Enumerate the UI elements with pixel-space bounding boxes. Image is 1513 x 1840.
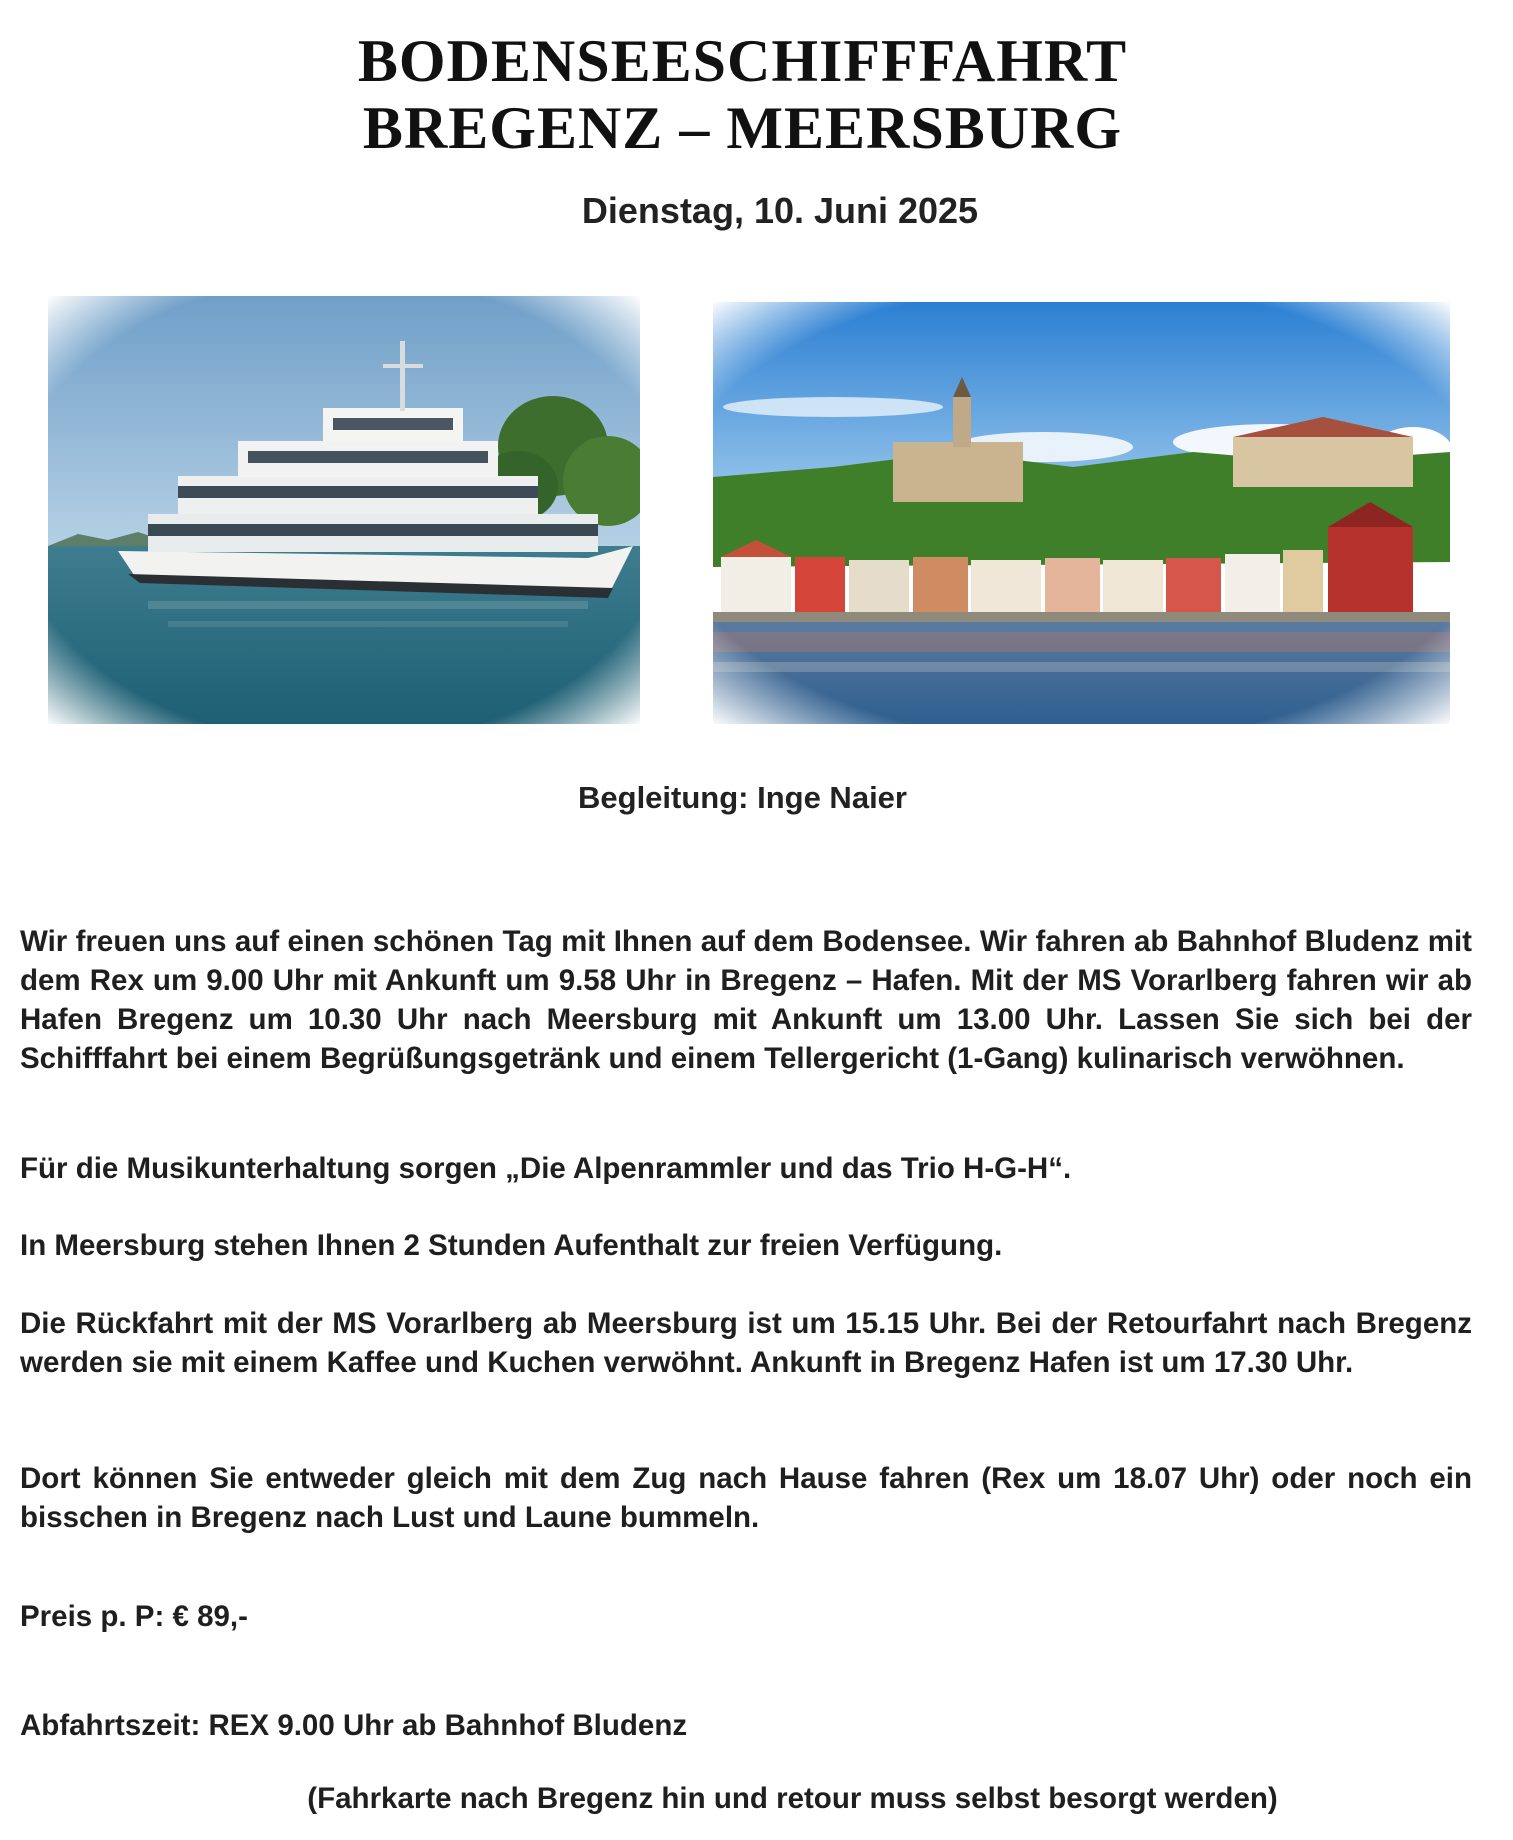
ship-photo [48,296,640,724]
trip-date: Dienstag, 10. Juni 2025 [581,190,979,231]
paragraph-options: Dort können Sie entweder gleich mit dem Zug nach Hause fahren (Rex um 18.07 Uhr) oder noch ein bisschen in Bregenz nach Lust und Laune bummeln. [20,1462,1472,1534]
paragraph-music: Für die Musikunterhaltung sorgen „Die Alpenrammler und das Trio H-G-H“. [20,1152,1072,1185]
title-line-1: BODENSEESCHIFFFAHRT [357,28,1128,94]
price-line: Preis p. P: € 89,- [20,1600,248,1633]
paragraph-return: Die Rückfahrt mit der MS Vorarlberg ab Meersburg ist um 15.15 Uhr. Bei der Retourfahrt nach Bregenz werden sie mit einem Kaffee und Kuchen verwöhnt. Ankunft in Bregenz Hafen ist um 17.30 Uhr. [20,1307,1472,1379]
paragraph-itinerary: Wir freuen uns auf einen schönen Tag mit Ihnen auf dem Bodensee. Wir fahren ab Bahnhof Bludenz mit dem Rex um 9.00 Uhr mit Ankunft um 9.58 Uhr in Bregenz – Hafen. Mit der MS Vorarlberg fahren wir ab Hafen Bregenz um 10.30 Uhr nach Meersburg mit Ankunft um 13.00 Uhr. Lassen Sie sich bei der Schifffahrt bei einem Begrüßungsgetränk und einem Tellergericht (1-Gang) kulinarisch verwöhnen. [20,925,1472,1075]
meersburg-town-photo [713,302,1450,724]
escort-line: Begleitung: Inge Naier [578,780,907,815]
title-line-2: BREGENZ – MEERSBURG [362,95,1123,161]
paragraph-stay: In Meersburg stehen Ihnen 2 Stunden Aufenthalt zur freien Verfügung. [20,1229,1003,1262]
ticket-note: (Fahrkarte nach Bregenz hin und retour muss selbst besorgt werden) [307,1782,1278,1815]
departure-line: Abfahrtszeit: REX 9.00 Uhr ab Bahnhof Bludenz [20,1709,688,1742]
